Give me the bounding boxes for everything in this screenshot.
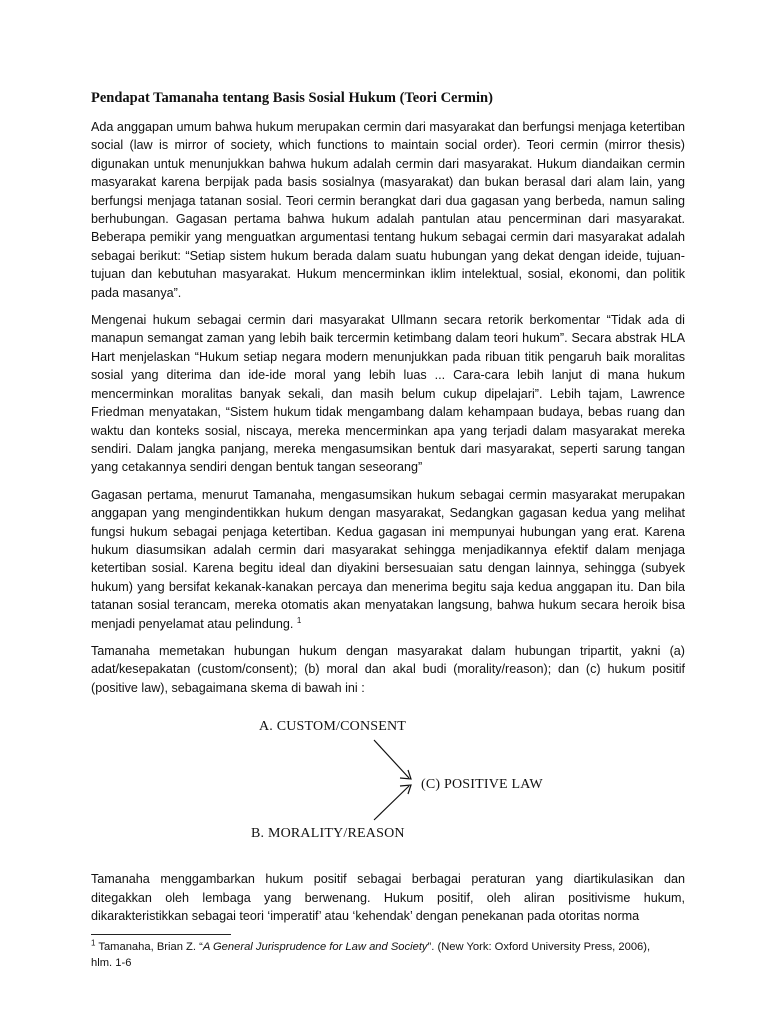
diagram-svg [91,706,685,856]
arrow-line-a [374,740,409,778]
diagram-label-positive-law: (C) POSITIVE LAW [421,777,543,793]
footnote-author: Tamanaha, Brian Z. “ [98,941,203,954]
footnote-divider [91,934,231,935]
footnote-number: 1 [91,938,96,948]
footnote-reference[interactable]: 1 [296,615,302,625]
page-title: Pendapat Tamanaha tentang Basis Sosial Hukum (Teori Cermin) [91,90,493,106]
paragraph-4: Tamanaha memetakan hubungan hukum dengan masyarakat dalam hubungan tripartit, yakni (a) adat/kesepakatan (custom/consent); (b) moral dan akal budi (morality/reason); dan (c) hukum positif (positive law), sebagaimana skema di bawah ini : [91,643,685,695]
diagram-label-custom-consent: A. CUSTOM/CONSENT [259,719,407,735]
paragraph-1: Ada anggapan umum bahwa hukum merupakan cermin dari masyarakat dan berfungsi menjaga ketertiban social (law is mirror of society, which functions to maintain social order). Teori cermin (mirror thesis) digunakan untuk menunjukkan bahwa hukum adalah cermin dari masyarakat. Hukum diandaikan cermin masyarakat karena berpijak pada basis sosialnya (masyarakat) dan bukan berasal dari alam lain, yang berfungsi menjaga tatanan sosial. Teori cermin berangkat dari dua gagasan yang berbeda, namun saling berhubungan. Gagasan pertama bahwa hukum adalah pantulan atau pencerminan dari masyarakat. Beberapa pemikir yang menguatkan argumentasi tentang hukum sebagai cermin dari masyarakat adalah sebagai berikut: “Setiap sistem hukum berada dalam suatu hubungan yang dekat dengan ideide, tujuan-tujuan dan kebutuhan masyarakat. Hukum mencerminkan iklim intelektual, sosial, ekonomi, dan politik pada masanya”. [91,120,685,300]
paragraph-3-text: Gagasan pertama, menurut Tamanaha, mengasumsikan hukum sebagai cermin masyarakat merupakan anggapan yang mengindentikkan hukum dengan masyarakat, Sedangkan gagasan kedua yang melihat fungsi hukum sebagai penjaga ketertiban. Kedua gagasan ini mempunyai hubungan yang erat. Karena hukum diasumsikan adalah cermin dari masyarakat sehingga menjadikannya efektif dalam menjaga ketertiban sosial. Karena begitu ideal dan diyakini bersesuaian satu dengan lainnya, sehingga (subyek hukum) yang bersifat kekanak-kanakan percaya dan menerima begitu saja kedua anggapan itu. Dan bila tatanan sosial terancam, mereka otomatis akan menyatakan langsung, bahwa hukum secara heroik bisa menjadi penyelamat atau pelindung. [91,487,685,631]
tripartite-diagram [91,706,685,856]
paragraph-3 [91,486,685,633]
paragraph-5: Tamanaha menggambarkan hukum positif sebagai berbagai peraturan yang diartikulasikan dan ditegakkan oleh lembaga yang berwenang. Hukum positif, oleh aliran positivisme hukum, dikarakteristikkan sebagai teori ‘imperatif’ atau ‘kehendak’ dengan penekanan pada otoritas norma [91,872,685,923]
footnote-publication: ”. (New York: Oxford University Press, 2006), [427,941,651,954]
footnote-book-title: A General Jurisprudence for Law and Society [202,941,428,954]
footnote-pages: hlm. 1-6 [91,957,132,970]
arrow-line-b [374,786,409,820]
footnote [91,939,685,971]
paragraph-2: Mengenai hukum sebagai cermin dari masyarakat Ullmann secara retorik berkomentar “Tidak ada di manapun semangat zaman yang lebih baik tercermin ketimbang dalam teori hukum”. Secara abstrak HLA Hart menjelaskan “Hukum setiap negara modern menunjukkan pada ribuan titik pengaruh baik moralitas sosial yang diterima dan ide-ide moral yang lebih luas ... Cara-cara lebih lanjut di mana hukum mencerminkan moralitas banyak sekali, dan masih belum cukup dipelajari”. Lebih tajam, Lawrence Friedman menyatakan, “Sistem hukum tidak mengambang dalam kehampaan budaya, bebas ruang dan waktu dan konteks sosial, niscaya, mereka mencerminkan apa yang terjadi dalam masyarakat mereka sendiri. Dalam jangka panjang, mereka mengasumsikan bentuk dari masyarakat, seperti sarung tangan yang cetakannya sendiri dengan bentuk tangan seseorang” [91,313,685,475]
document-page [91,88,685,971]
diagram-label-morality-reason: B. MORALITY/REASON [251,826,405,842]
